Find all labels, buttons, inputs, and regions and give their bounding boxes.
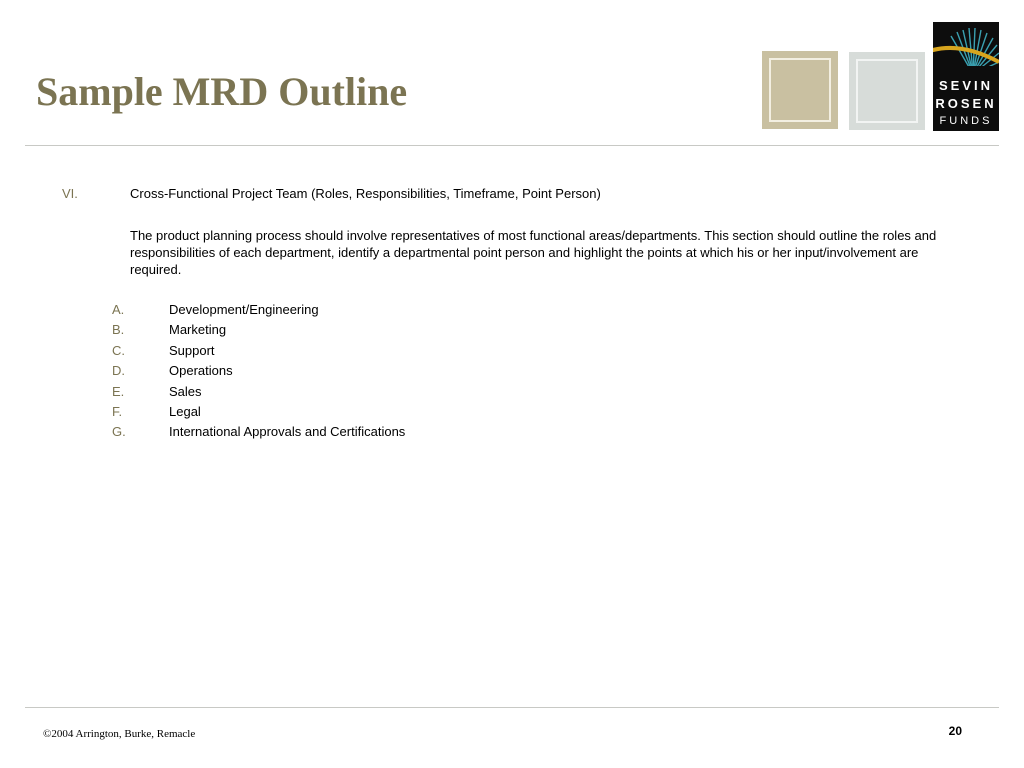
list-item <box>0 301 600 321</box>
list-item-label: Support <box>169 342 215 358</box>
slide-title: Sample MRD Outline <box>36 69 408 114</box>
sevin-rosen-logo <box>933 22 999 131</box>
logo-text-funds: FUNDS <box>939 115 993 127</box>
list-item <box>0 321 600 341</box>
footer-copyright: ©2004 Arrington, Burke, Remacle <box>43 728 196 740</box>
decorative-gray-square-frame <box>856 59 918 123</box>
list-item <box>0 403 600 423</box>
list-item <box>0 423 600 443</box>
list-item-label: Development/Engineering <box>169 302 319 317</box>
section-numeral: VI. <box>62 186 78 201</box>
list-item <box>0 342 600 362</box>
decorative-tan-square-frame <box>769 58 831 122</box>
section-heading: Cross-Functional Project Team (Roles, Responsibilities, Timeframe, Point Person) <box>130 186 601 201</box>
footer-divider <box>25 707 999 708</box>
section-paragraph: The product planning process should involve representatives of most functional areas/departments. This section should outline the roles and responsibilities of each department, identify a departmental point person and highlight the points at which his or her input/involvement are required. <box>130 228 937 277</box>
list-item-letter: E. <box>112 383 125 399</box>
department-list <box>0 301 600 444</box>
list-item-label: International Approvals and Certifications <box>169 424 406 440</box>
list-item-letter: F. <box>112 403 123 419</box>
list-item <box>0 383 600 403</box>
list-item-letter: B. <box>112 322 125 338</box>
header-divider <box>25 145 999 146</box>
logo-text-rosen: ROSEN <box>935 96 997 111</box>
decorative-tan-square <box>762 51 838 129</box>
list-item-letter: A. <box>112 302 125 317</box>
list-item-label: Marketing <box>169 322 227 338</box>
list-item-label: Operations <box>169 363 233 379</box>
page-number: 20 <box>948 724 962 738</box>
list-item-letter: G. <box>112 424 126 440</box>
decorative-gray-square <box>849 52 925 130</box>
list-item-letter: D. <box>112 363 125 379</box>
list-item-letter: C. <box>112 342 125 358</box>
list-item <box>0 362 600 382</box>
list-item-label: Sales <box>169 383 202 399</box>
list-item-label: Legal <box>169 403 201 419</box>
logo-text-sevin: SEVIN <box>938 78 993 93</box>
